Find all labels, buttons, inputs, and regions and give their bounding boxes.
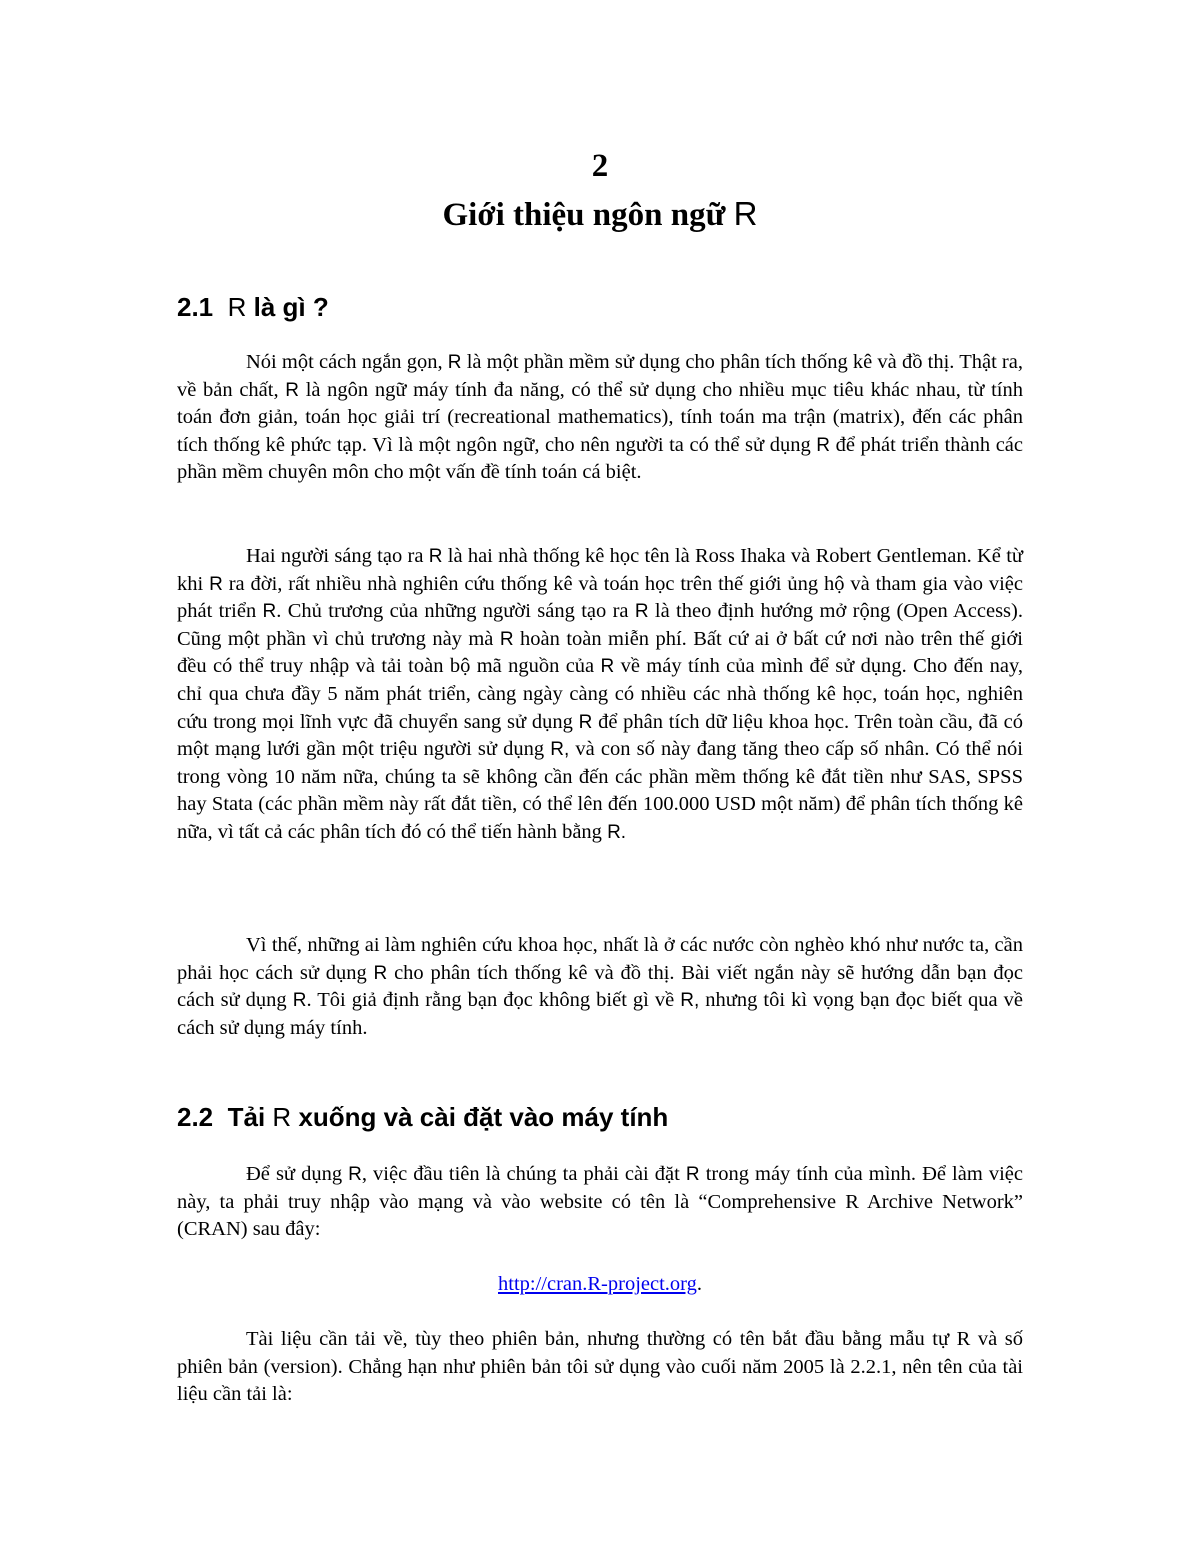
text-run: là theo định hướng mở rộng (Open Access). Cũng một phần vì chủ trương này mà [177, 600, 1023, 650]
r-mark: R [285, 379, 300, 401]
paragraph [177, 1161, 1023, 1244]
text-run: và con số này đang tăng theo cấp số nhân. Có thể nói trong vòng 10 năm nữa, chúng ta sẽ không cần đến các phần mềm thống kê đắt tiền như SAS, SPSS hay Stata (các phần mềm này rất đắt tiền, có thể lên đến 100.000 USD một năm) để phân tích thống kê nữa, vì tất cả các phân tích đó có thể tiến hành bằng [177, 738, 1023, 843]
chapter-title [0, 194, 1200, 235]
r-mark: R, [680, 990, 700, 1012]
cran-link[interactable]: http://cran.R-project.org [498, 1273, 697, 1295]
text-run: , việc đầu tiên là chúng ta phải cài đặt [361, 1163, 686, 1185]
r-mark: R [600, 656, 615, 678]
text-run: là hai nhà thống kê học tên là Ross Ihaka và Robert Gentleman. Kể từ khi [177, 545, 1023, 595]
text-run: Vì thế, những ai làm nghiên cứu khoa học, nhất là ở các nước còn nghèo khó như nước ta, cần phải học cách sử dụng [177, 934, 1023, 984]
r-mark: R [292, 990, 307, 1012]
r-mark: R [634, 601, 649, 623]
r-mark: R [209, 573, 223, 595]
chapter-title-r: R [733, 195, 758, 232]
text-run: là ngôn ngữ máy tính đa năng, có thể sử dụng cho nhiều mục tiêu khác nhau, từ tính toán đơn giản, toán học giải trí (recreational mathematics), tính toán ma trận (matrix), đến các phân tích thống kê phức tạp. Vì là một ngôn ngữ, cho nên người ta có thể sử dụng [177, 378, 1023, 456]
text-run: về máy tính của mình để sử dụng. Cho đến nay, chỉ qua chưa đầy 5 năm phát triển, càng ngày càng có nhiều các nhà thống kê học, toán học, nghiên cứu trong mọi lĩnh vực đã chuyển sang sử dụng [177, 655, 1023, 733]
section-number: 2.1 [177, 292, 214, 322]
chapter-title-text: Giới thiệu ngôn ngữ [442, 197, 726, 233]
section-heading-r: R [272, 1102, 292, 1132]
chapter-number: 2 [591, 148, 609, 184]
section-number: 2.2 [177, 1102, 214, 1132]
section-heading-2-1 [177, 291, 329, 323]
text-run: ra đời, rất nhiều nhà nghiên cứu thống kê và toán học trên thế giới ủng hộ và tham gia vào việc phát triển [177, 572, 1023, 623]
text-run: Hai người sáng tạo ra [246, 545, 429, 567]
text-run: . Chủ trương của những người sáng tạo ra [276, 600, 635, 623]
r-mark: R [578, 711, 593, 733]
text-run: Để sử dụng [246, 1163, 349, 1185]
r-mark: R [348, 1164, 362, 1185]
r-mark: R [447, 352, 462, 373]
cran-link-line [0, 1270, 1200, 1298]
r-mark: R [685, 1164, 700, 1185]
r-mark: R [373, 962, 388, 984]
r-mark: R [428, 546, 443, 567]
link-suffix: . [696, 1273, 702, 1295]
text-run: . Tôi giả định rằng bạn đọc không biết gì về [306, 989, 681, 1012]
text-run: Nói một cách ngắn gọn, [246, 351, 448, 373]
r-mark: R, [550, 739, 570, 761]
r-mark: R [499, 628, 514, 650]
text-run: là một phần mềm sử dụng cho phân tích thống kê và đồ thị. Thật ra, về bản chất, [177, 351, 1023, 401]
r-mark: R [262, 601, 277, 623]
text-run: hoàn toàn miễn phí. Bất cứ ai ở bất cứ nơi nào trên thế giới đều có thể truy nhập và tải toàn bộ mã nguồn của [177, 627, 1023, 678]
r-mark: R [816, 434, 831, 456]
paragraph [177, 543, 1023, 847]
section-heading-r: R [227, 292, 247, 322]
section-heading-text: là gì ? [253, 292, 329, 322]
text-run: để phân tích dữ liệu khoa học. Trên toàn cầu, đã có một mạng lưới gần một triệu người sử dụng [177, 710, 1023, 761]
section-heading-text: Tải [227, 1102, 266, 1132]
section-heading-2-2 [177, 1101, 668, 1133]
r-mark: R. [607, 821, 627, 843]
section-heading-text: xuống và cài đặt vào máy tính [298, 1102, 669, 1132]
text-run: trong máy tính của mình. Để làm việc này, ta phải truy nhập vào mạng và vào website có tên là “Comprehensive R Archive Network” (CRAN) sau đây: [177, 1163, 1023, 1241]
paragraph [177, 349, 1023, 487]
text-run: để phát triển thành các phần mềm chuyên môn cho một vấn đề tính toán cá biệt. [177, 433, 1023, 484]
text-run: cho phân tích thống kê và đồ thị. Bài viết ngắn này sẽ hướng dẫn bạn đọc cách sử dụng [177, 961, 1024, 1012]
paragraph [177, 932, 1023, 1042]
paragraph: Tài liệu cần tải về, tùy theo phiên bản, nhưng thường có tên bắt đầu bằng mẫu tự R và số phiên bản (version). Chẳng hạn như phiên bản tôi sử dụng vào cuối năm 2005 là 2.2.1, nên tên của tài liệu cần tải là: [177, 1328, 1023, 1406]
text-run: nhưng tôi kì vọng bạn đọc biết qua về cách sử dụng máy tính. [177, 989, 1024, 1039]
